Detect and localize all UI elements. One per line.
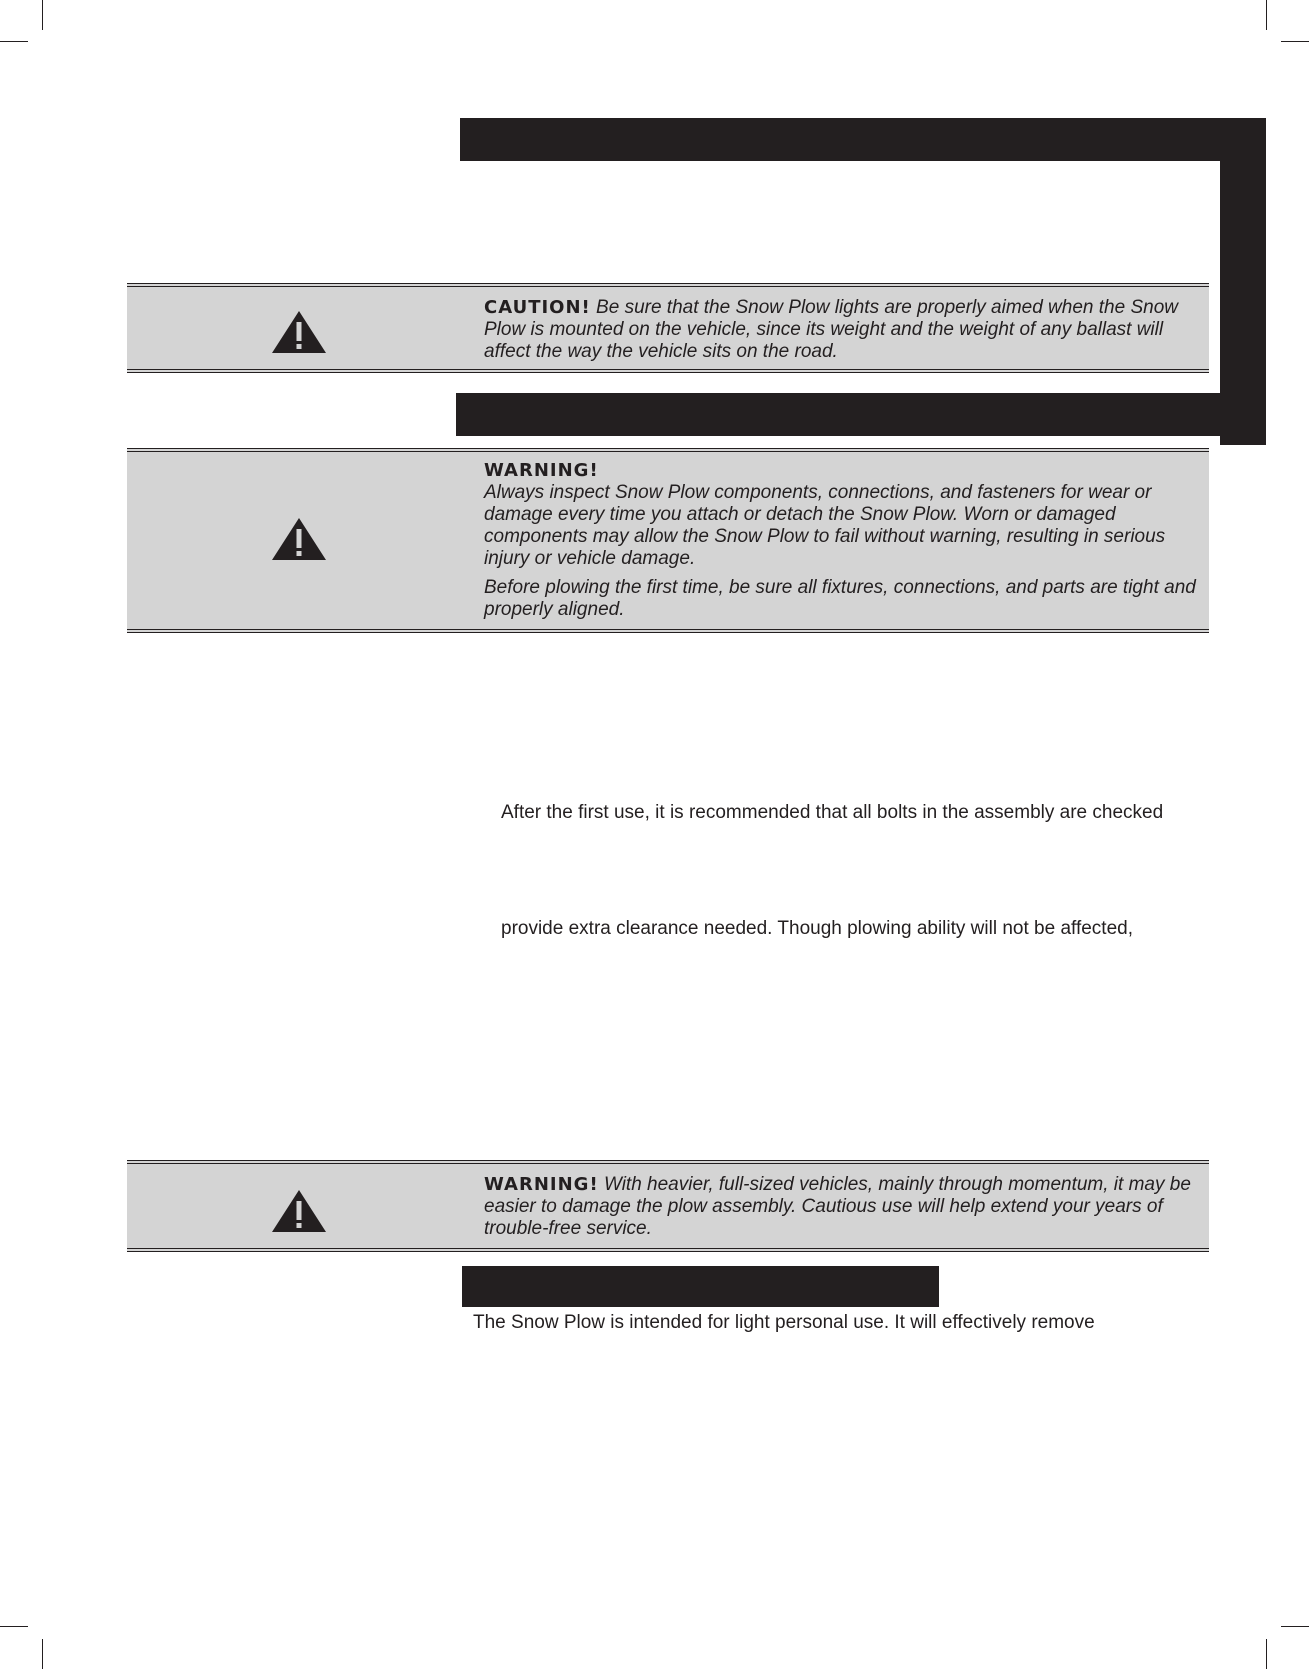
warning-triangle-icon xyxy=(270,1188,328,1234)
crop-mark-bottom-left-horizontal xyxy=(0,1626,28,1627)
body-text-line-3: The Snow Plow is intended for light personal use. It will effectively remove xyxy=(473,1312,1095,1333)
crop-mark-top-left-horizontal xyxy=(0,41,28,42)
warning-inspect-notice xyxy=(127,448,1209,633)
caution-text xyxy=(484,297,1197,363)
section-header-bar-1 xyxy=(460,118,1232,161)
section-header-bar-2 xyxy=(456,393,1232,436)
warning-heavy-lead: WARNING! xyxy=(484,1174,599,1195)
warning-triangle-icon xyxy=(270,309,328,355)
caution-notice xyxy=(127,283,1209,373)
warning-heavy-body: With heavier, full-sized vehicles, mainly through momentum, it may be easier to damage the plow assembly. Cautious use will help extend your years of trouble-free service. xyxy=(484,1174,1191,1239)
crop-mark-bottom-left-vertical xyxy=(42,1639,43,1669)
crop-mark-top-left-vertical xyxy=(42,0,43,30)
body-text-line-1: After the first use, it is recommended that all bolts in the assembly are checked xyxy=(501,802,1164,823)
crop-mark-bottom-right-vertical xyxy=(1266,1639,1267,1669)
warning-inspect-lead: WARNING! xyxy=(484,460,599,481)
section-header-bar-3 xyxy=(462,1266,939,1307)
warning-inspect-text xyxy=(484,460,1197,621)
warning-heavy-notice xyxy=(127,1160,1209,1252)
crop-mark-top-right-horizontal xyxy=(1281,41,1309,42)
warning-triangle-icon xyxy=(270,516,328,562)
warning-inspect-paragraph-2: Before plowing the first time, be sure all fixtures, connections, and parts are tight and properly aligned. xyxy=(484,577,1196,620)
caution-lead: CAUTION! xyxy=(484,297,591,318)
body-text-line-2: provide extra clearance needed. Though plowing ability will not be affected, xyxy=(501,918,1133,939)
crop-mark-top-right-vertical xyxy=(1266,0,1267,30)
caution-body: Be sure that the Snow Plow lights are properly aimed when the Snow Plow is mounted on the vehicle, since its weight and the weight of any ballast will affect the way the vehicle sits on the road. xyxy=(484,297,1178,362)
warning-heavy-text xyxy=(484,1174,1197,1240)
warning-inspect-paragraph-1: Always inspect Snow Plow components, connections, and fasteners for wear or damage every time you attach or detach the Snow Plow. Worn or damaged components may allow the Snow Plow to fail without warning, resulting in serious injury or vehicle damage. xyxy=(484,482,1166,569)
crop-mark-bottom-right-horizontal xyxy=(1281,1626,1309,1627)
